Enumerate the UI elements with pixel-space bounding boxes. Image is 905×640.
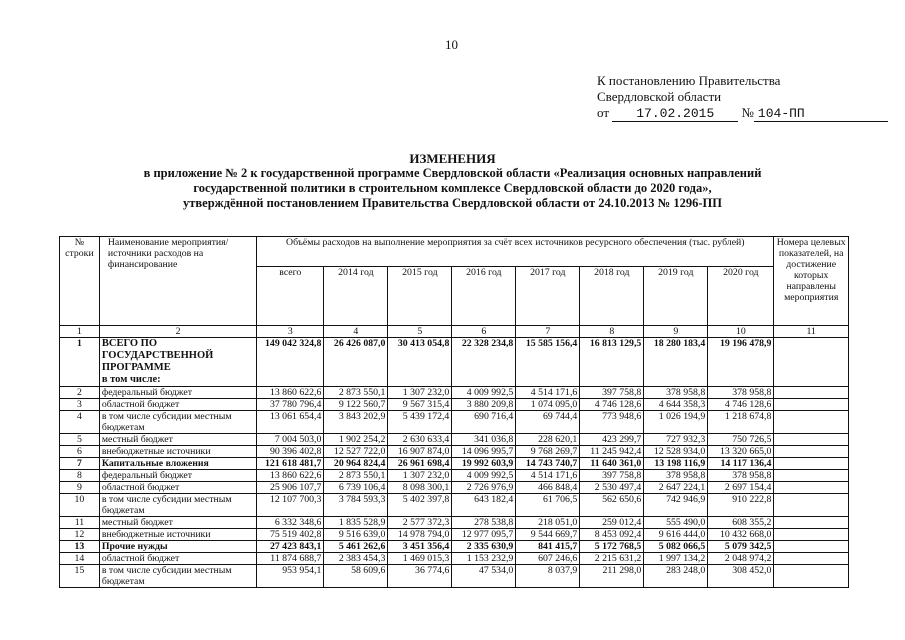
- row-name: [99, 482, 256, 494]
- value-year: 1 469 015,3: [388, 553, 452, 565]
- row-name: [99, 470, 256, 482]
- table-row: [60, 482, 849, 494]
- table-row: [60, 338, 849, 387]
- value-year: 2 873 550,1: [324, 470, 388, 482]
- value-year: 5 461 262,6: [324, 541, 388, 553]
- value-year: 607 246,6: [516, 553, 580, 565]
- value-year: 4 009 992,5: [452, 470, 516, 482]
- value-year: 30 413 054,8: [388, 338, 452, 387]
- value-year: 13 198 116,9: [644, 458, 708, 470]
- value-year: 5 079 342,5: [708, 541, 774, 553]
- value-year: 397 758,8: [580, 387, 644, 399]
- value-year: 20 964 824,4: [324, 458, 388, 470]
- value-year: 2 697 154,4: [708, 482, 774, 494]
- value-year: 2 577 372,3: [388, 517, 452, 529]
- value-year: 283 248,0: [644, 565, 708, 588]
- value-year: 4 514 171,6: [516, 470, 580, 482]
- table-row: [60, 411, 849, 434]
- row-name-text: ВСЕГО ПО ГОСУДАРСТВЕННОЙ ПРОГРАММЕ: [101, 338, 214, 373]
- row-name: [99, 458, 256, 470]
- column-number: 1: [60, 326, 100, 338]
- value-year: 4 009 992,5: [452, 387, 516, 399]
- heading-line-3: утверждённой постановлением Правительства Свердловской области от 24.10.2013 № 1296-ПП: [183, 196, 722, 210]
- value-year: 378 958,8: [708, 470, 774, 482]
- row-name: [99, 387, 256, 399]
- document-title: ИЗМЕНЕНИЯ: [409, 151, 496, 166]
- row-number: 1: [60, 338, 100, 387]
- value-year: 12 527 722,0: [324, 446, 388, 458]
- value-year: 14 117 136,4: [708, 458, 774, 470]
- approval-number: 104-ПП: [754, 107, 888, 122]
- table-row: [60, 541, 849, 553]
- row-name-text: местный бюджет: [101, 434, 173, 445]
- column-numbers-row: [60, 326, 849, 338]
- header-row-no: № строки: [60, 237, 100, 326]
- value-year: 2 215 631,2: [580, 553, 644, 565]
- value-year: 10 432 668,0: [708, 529, 774, 541]
- number-label: №: [741, 105, 754, 120]
- header-year-2017: 2017 год: [516, 267, 580, 326]
- value-year: 690 716,4: [452, 411, 516, 434]
- row-number: 15: [60, 565, 100, 588]
- value-year: 8 453 092,4: [580, 529, 644, 541]
- value-year: 278 538,8: [452, 517, 516, 529]
- table-body: [60, 338, 849, 588]
- row-name-text: областной бюджет: [101, 553, 180, 564]
- value-total: 13 860 622,6: [257, 470, 324, 482]
- value-total: 121 618 481,7: [257, 458, 324, 470]
- row-name: [99, 565, 256, 588]
- value-year: 5 172 768,5: [580, 541, 644, 553]
- row-name-text: областной бюджет: [101, 482, 180, 493]
- header-year-2020: 2020 год: [708, 267, 774, 326]
- column-number: 9: [644, 326, 708, 338]
- value-year: 5 082 066,5: [644, 541, 708, 553]
- value-year: 3 451 356,4: [388, 541, 452, 553]
- value-total: 953 954,1: [257, 565, 324, 588]
- value-year: 16 813 129,5: [580, 338, 644, 387]
- value-year: 15 585 156,4: [516, 338, 580, 387]
- value-year: 14 096 995,7: [452, 446, 516, 458]
- value-total: 6 332 348,6: [257, 517, 324, 529]
- value-year: 555 490,0: [644, 517, 708, 529]
- value-year: 22 328 234,8: [452, 338, 516, 387]
- value-year: 9 616 444,0: [644, 529, 708, 541]
- indicator-numbers: [774, 338, 849, 387]
- approval-line-3: [597, 105, 888, 122]
- row-name: [99, 517, 256, 529]
- value-year: 5 439 172,4: [388, 411, 452, 434]
- value-total: 27 423 843,1: [257, 541, 324, 553]
- table-row: [60, 517, 849, 529]
- value-year: 1 997 134,2: [644, 553, 708, 565]
- row-name-text: в том числе субсидии местным бюджетам: [101, 411, 232, 433]
- table-row: [60, 494, 849, 517]
- table-header: [60, 237, 849, 338]
- row-number: 3: [60, 399, 100, 411]
- value-year: 26 961 698,4: [388, 458, 452, 470]
- value-year: 11 640 361,0: [580, 458, 644, 470]
- indicator-numbers: [774, 411, 849, 434]
- value-year: 643 182,4: [452, 494, 516, 517]
- value-year: 4 644 358,3: [644, 399, 708, 411]
- value-year: 910 222,8: [708, 494, 774, 517]
- value-year: 36 774,6: [388, 565, 452, 588]
- value-year: 16 907 874,0: [388, 446, 452, 458]
- value-year: 9 567 315,4: [388, 399, 452, 411]
- value-year: 2 530 497,4: [580, 482, 644, 494]
- value-year: 58 609,6: [324, 565, 388, 588]
- value-year: 218 051,0: [516, 517, 580, 529]
- row-number: 9: [60, 482, 100, 494]
- row-name: [99, 446, 256, 458]
- indicator-numbers: [774, 541, 849, 553]
- value-year: 750 726,5: [708, 434, 774, 446]
- row-name-text: областной бюджет: [101, 399, 180, 410]
- indicator-numbers: [774, 470, 849, 482]
- row-name-text: внебюджетные источники: [101, 446, 211, 457]
- column-number: 5: [388, 326, 452, 338]
- row-name: [99, 529, 256, 541]
- value-year: 14 978 794,0: [388, 529, 452, 541]
- value-year: 47 534,0: [452, 565, 516, 588]
- row-name-text: местный бюджет: [101, 517, 173, 528]
- value-year: 8 098 300,1: [388, 482, 452, 494]
- value-year: 9 768 269,7: [516, 446, 580, 458]
- row-number: 2: [60, 387, 100, 399]
- indicator-numbers: [774, 458, 849, 470]
- value-year: 4 746 128,6: [580, 399, 644, 411]
- value-year: 773 948,6: [580, 411, 644, 434]
- value-year: 12 977 095,7: [452, 529, 516, 541]
- value-year: 2 630 633,4: [388, 434, 452, 446]
- value-year: 1 902 254,2: [324, 434, 388, 446]
- header-indicators: Номера целевых показателей, на достижение которых направлены мероприятия: [774, 237, 849, 326]
- value-year: 61 706,5: [516, 494, 580, 517]
- heading-line-2: государственной политики в строительном комплексе Свердловской области до 2020 года»,: [193, 181, 712, 195]
- header-year-2019: 2019 год: [644, 267, 708, 326]
- value-year: 1 026 194,9: [644, 411, 708, 434]
- value-year: 423 299,7: [580, 434, 644, 446]
- table-row: [60, 470, 849, 482]
- value-year: 3 843 202,9: [324, 411, 388, 434]
- value-year: 608 355,2: [708, 517, 774, 529]
- value-year: 9 544 669,7: [516, 529, 580, 541]
- value-year: 2 383 454,3: [324, 553, 388, 565]
- value-year: 12 528 934,0: [644, 446, 708, 458]
- table-row: [60, 529, 849, 541]
- row-name: [99, 541, 256, 553]
- row-number: 10: [60, 494, 100, 517]
- indicator-numbers: [774, 399, 849, 411]
- value-total: 75 519 402,8: [257, 529, 324, 541]
- page-number: 10: [445, 37, 458, 52]
- table-row: [60, 387, 849, 399]
- indicator-numbers: [774, 446, 849, 458]
- row-number: 11: [60, 517, 100, 529]
- indicator-numbers: [774, 482, 849, 494]
- row-name: [99, 494, 256, 517]
- indicator-numbers: [774, 565, 849, 588]
- value-total: 13 061 654,4: [257, 411, 324, 434]
- indicator-numbers: [774, 517, 849, 529]
- value-year: 228 620,1: [516, 434, 580, 446]
- document-heading: [0, 151, 905, 211]
- value-total: 11 874 688,7: [257, 553, 324, 565]
- value-total: 12 107 700,3: [257, 494, 324, 517]
- column-number: 3: [257, 326, 324, 338]
- value-year: 1 074 095,0: [516, 399, 580, 411]
- value-year: 397 758,8: [580, 470, 644, 482]
- indicator-numbers: [774, 387, 849, 399]
- table-row: [60, 458, 849, 470]
- value-total: 25 906 107,7: [257, 482, 324, 494]
- approval-line-2: Свердловской области: [597, 89, 722, 104]
- value-year: 841 415,7: [516, 541, 580, 553]
- header-year-2015: 2015 год: [388, 267, 452, 326]
- column-number: 10: [708, 326, 774, 338]
- value-year: 4 746 128,6: [708, 399, 774, 411]
- row-name: [99, 411, 256, 434]
- column-number: 7: [516, 326, 580, 338]
- value-year: 378 958,8: [708, 387, 774, 399]
- value-year: 378 958,8: [644, 387, 708, 399]
- value-total: 90 396 402,8: [257, 446, 324, 458]
- value-year: 341 036,8: [452, 434, 516, 446]
- table-row: [60, 399, 849, 411]
- indicator-numbers: [774, 553, 849, 565]
- header-year-2018: 2018 год: [580, 267, 644, 326]
- from-label: от: [597, 105, 610, 120]
- row-name-subtitle: в том числе:: [101, 374, 161, 385]
- value-year: 9 122 560,7: [324, 399, 388, 411]
- value-year: 3 784 593,3: [324, 494, 388, 517]
- header-year-2016: 2016 год: [452, 267, 516, 326]
- value-year: 2 048 974,2: [708, 553, 774, 565]
- row-name-text: в том числе субсидии местным бюджетам: [101, 494, 232, 516]
- value-year: 18 280 183,4: [644, 338, 708, 387]
- row-number: 7: [60, 458, 100, 470]
- value-year: 14 743 740,7: [516, 458, 580, 470]
- approval-date: 17.02.2015: [612, 107, 738, 122]
- value-year: 1 835 528,9: [324, 517, 388, 529]
- heading-line-1: в приложение № 2 к государственной программе Свердловской области «Реализация основных направлений: [143, 166, 762, 180]
- value-year: 1 307 232,0: [388, 387, 452, 399]
- row-name: [99, 399, 256, 411]
- value-year: 19 992 603,9: [452, 458, 516, 470]
- column-number: 11: [774, 326, 849, 338]
- row-number: 12: [60, 529, 100, 541]
- value-total: 37 780 796,4: [257, 399, 324, 411]
- value-year: 211 298,0: [580, 565, 644, 588]
- value-year: 11 245 942,4: [580, 446, 644, 458]
- value-year: 742 946,9: [644, 494, 708, 517]
- value-year: 2 726 976,9: [452, 482, 516, 494]
- value-year: 2 873 550,1: [324, 387, 388, 399]
- header-name: Наименование мероприятия/источники расходов на финансирование: [99, 237, 256, 326]
- value-year: 9 516 639,0: [324, 529, 388, 541]
- row-name-text: внебюджетные источники: [101, 529, 211, 540]
- funding-table: [59, 236, 849, 588]
- column-number: 4: [324, 326, 388, 338]
- value-year: 1 307 232,0: [388, 470, 452, 482]
- header-volumes: Объёмы расходов на выполнение мероприятия за счёт всех источников ресурсного обеспечения (тыс. рублей): [257, 237, 774, 267]
- value-year: 727 932,3: [644, 434, 708, 446]
- header-year-total: всего: [257, 267, 324, 326]
- value-year: 2 647 224,1: [644, 482, 708, 494]
- indicator-numbers: [774, 494, 849, 517]
- value-year: 69 744,4: [516, 411, 580, 434]
- row-name-text: Прочие нужды: [101, 541, 168, 552]
- row-number: 6: [60, 446, 100, 458]
- approval-block: [597, 73, 888, 122]
- value-year: 466 848,4: [516, 482, 580, 494]
- value-year: 13 320 665,0: [708, 446, 774, 458]
- approval-line-1: К постановлению Правительства: [597, 73, 781, 88]
- column-number: 8: [580, 326, 644, 338]
- value-year: 26 426 087,0: [324, 338, 388, 387]
- value-year: 4 514 171,6: [516, 387, 580, 399]
- row-number: 8: [60, 470, 100, 482]
- value-total: 7 004 503,0: [257, 434, 324, 446]
- row-name-text: федеральный бюджет: [101, 470, 193, 481]
- value-year: 5 402 397,8: [388, 494, 452, 517]
- value-year: 562 650,6: [580, 494, 644, 517]
- value-year: 259 012,4: [580, 517, 644, 529]
- column-number: 6: [452, 326, 516, 338]
- table-row: [60, 434, 849, 446]
- indicator-numbers: [774, 529, 849, 541]
- row-name: [99, 338, 256, 387]
- value-year: 2 335 630,9: [452, 541, 516, 553]
- table-row: [60, 565, 849, 588]
- table-row: [60, 446, 849, 458]
- row-number: 4: [60, 411, 100, 434]
- row-name: [99, 553, 256, 565]
- row-number: 14: [60, 553, 100, 565]
- row-name-text: в том числе субсидии местным бюджетам: [101, 565, 232, 587]
- value-year: 308 452,0: [708, 565, 774, 588]
- value-year: 8 037,9: [516, 565, 580, 588]
- value-year: 6 739 106,4: [324, 482, 388, 494]
- value-year: 3 880 209,8: [452, 399, 516, 411]
- column-number: 2: [99, 326, 256, 338]
- indicator-numbers: [774, 434, 849, 446]
- row-name-text: федеральный бюджет: [101, 387, 193, 398]
- value-total: 149 042 324,8: [257, 338, 324, 387]
- row-name-text: Капитальные вложения: [101, 458, 209, 469]
- value-year: 19 196 478,9: [708, 338, 774, 387]
- header-year-2014: 2014 год: [324, 267, 388, 326]
- table-row: [60, 553, 849, 565]
- row-name: [99, 434, 256, 446]
- value-total: 13 860 622,6: [257, 387, 324, 399]
- row-number: 5: [60, 434, 100, 446]
- value-year: 1 153 232,9: [452, 553, 516, 565]
- row-number: 13: [60, 541, 100, 553]
- value-year: 1 218 674,8: [708, 411, 774, 434]
- value-year: 378 958,8: [644, 470, 708, 482]
